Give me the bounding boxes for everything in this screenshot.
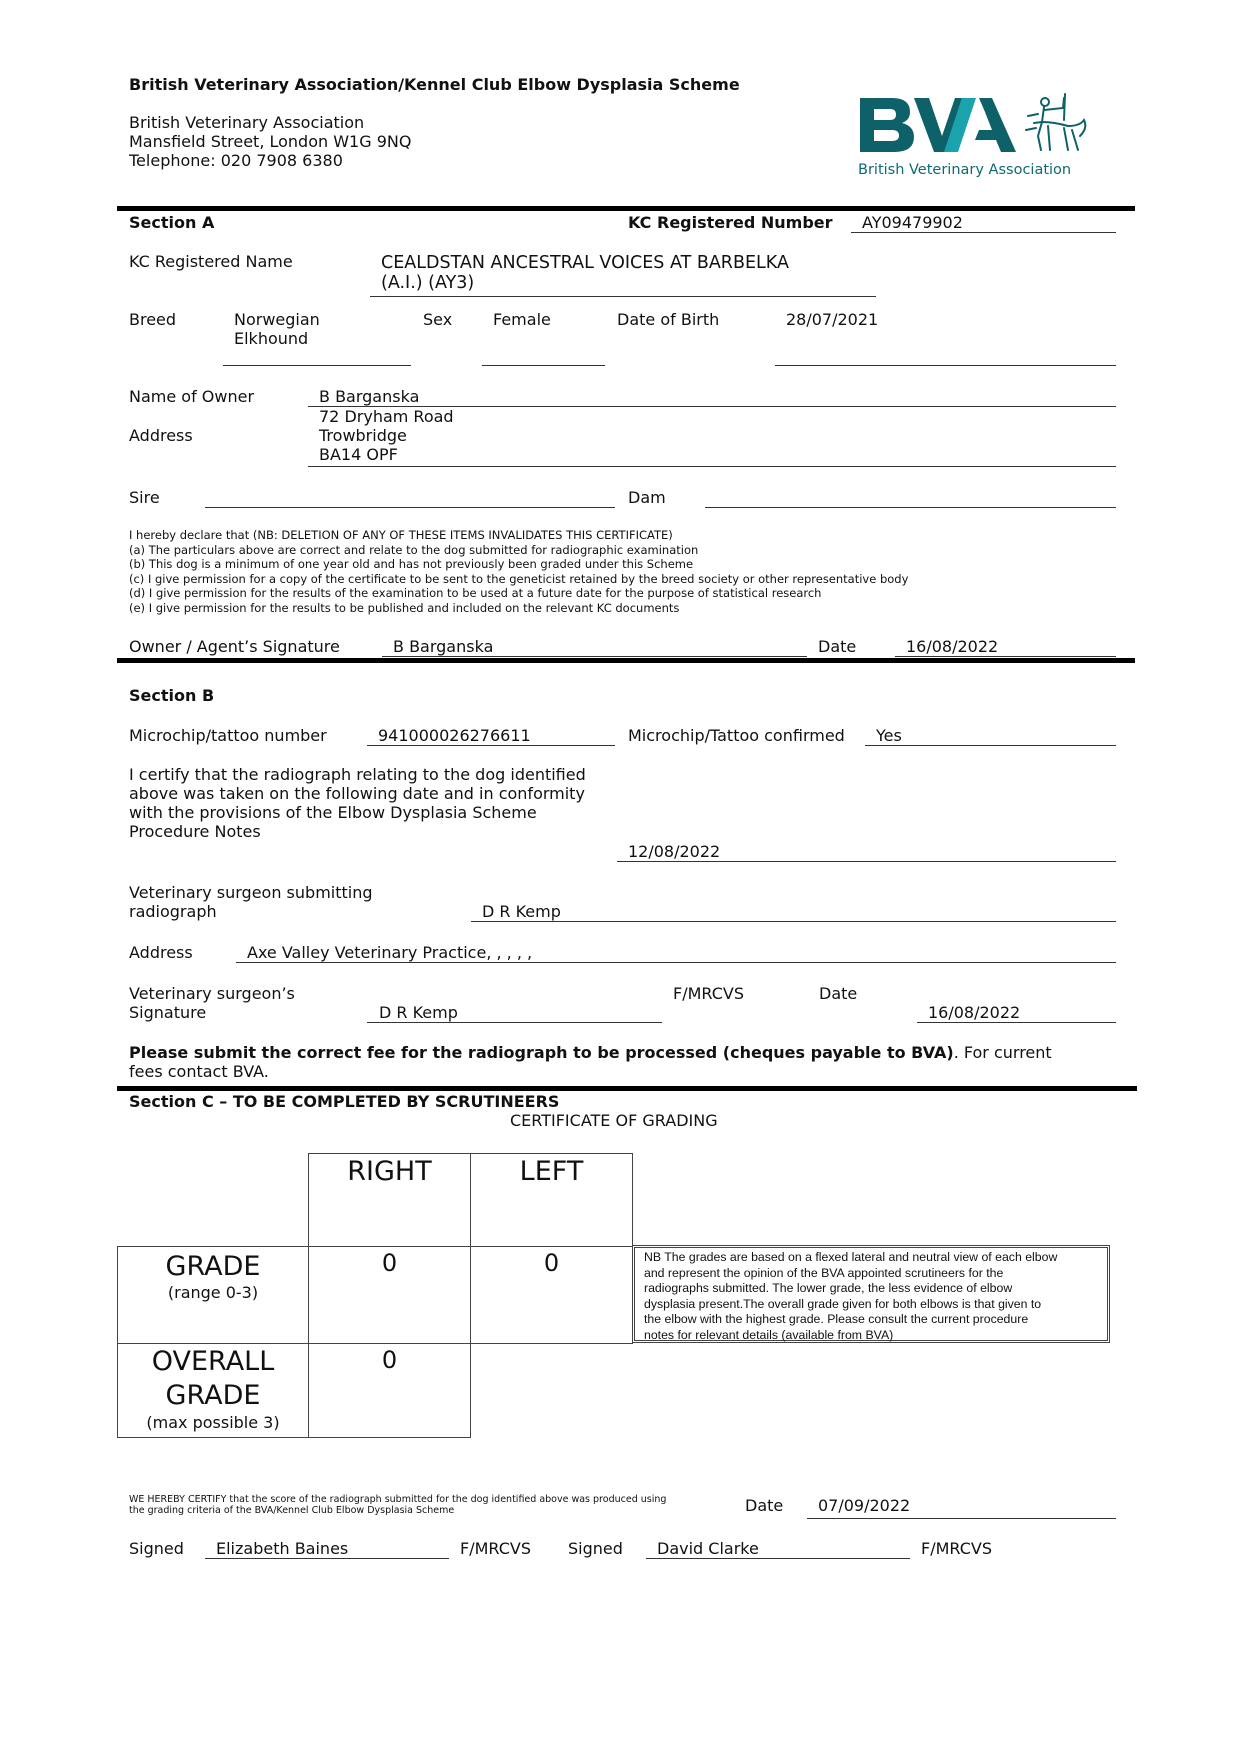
kc-name-label: KC Registered Name [129,252,293,271]
vet-submitting-field[interactable]: D R Kemp [482,902,561,921]
owner-date-label: Date [818,637,857,656]
vet-submitting-label [129,883,373,921]
bva-logo-caption: British Veterinary Association [858,162,1072,178]
owner-signature-label: Owner / Agent’s Signature [129,637,340,656]
certificate-of-grading-heading: CERTIFICATE OF GRADING [510,1111,718,1130]
certify-line: above was taken on the following date and in conformity [129,784,585,803]
nb-line: and represent the opinion of the BVA appointed scrutineers for the [644,1265,1004,1280]
section-b-heading: Section B [129,686,215,705]
section-c-divider [117,1086,1137,1091]
org-name: British Veterinary Association [129,113,365,132]
overall-grade-cell [308,1343,471,1438]
address-line: Trowbridge [319,426,407,445]
overall-grade-value[interactable]: 0 [381,1346,398,1374]
fmrcvs-label-1: F/MRCVS [460,1539,531,1558]
scrutineer-date-label: Date [745,1496,784,1515]
overall-label-line1: OVERALL [151,1346,275,1377]
grade-label: GRADE [165,1251,261,1282]
owner-signature-field[interactable]: B Barganska [393,637,494,656]
breed-line2: Elkhound [234,329,309,348]
vet-submitting-label-line1: Veterinary surgeon submitting [129,883,373,902]
column-header-left [470,1153,633,1247]
nb-line: notes for relevant details (available from BVA) [644,1327,894,1342]
breed-line1: Norwegian [234,310,320,329]
signer-2-underline [646,1558,910,1559]
column-right-label: RIGHT [347,1156,432,1187]
declaration-line: (a) The particulars above are correct and relate to the dog submitted for radiographic examination [129,542,699,557]
overall-row-label [117,1343,309,1438]
column-header-right [308,1153,471,1247]
declaration [129,528,908,615]
grade-row-label [117,1246,309,1344]
scrutineer-date-field[interactable]: 07/09/2022 [818,1496,911,1515]
kc-name-field[interactable] [381,253,789,293]
grading-notes-box [632,1245,1110,1343]
microchip-field[interactable]: 941000026276611 [378,726,531,745]
owner-date-underline [895,656,1116,657]
declaration-line: (e) I give permission for the results to be published and included on the relevant KC documents [129,600,680,615]
breed-underline [223,365,411,366]
fmrcvs-label-2: F/MRCVS [921,1539,992,1558]
owner-date-field[interactable]: 16/08/2022 [906,637,999,656]
address-label: Address [129,426,193,445]
microchip-confirmed-underline [865,745,1116,746]
vet-fmrcvs-label: F/MRCVS [673,984,744,1003]
grade-right-value[interactable]: 0 [381,1249,398,1277]
vet-signature-field[interactable]: D R Kemp [379,1003,458,1022]
vet-signature-label-line1: Veterinary surgeon’s [129,984,295,1003]
kc-name-underline [370,296,876,297]
nb-line: NB The grades are based on a flexed lateral and neutral view of each elbow [644,1250,1058,1264]
certify-text [129,765,586,841]
vet-date-label: Date [819,984,858,1003]
sire-underline [205,507,615,508]
declaration-line: (d) I give permission for the results of the examination to be used at a future date for the purpose of statistical research [129,586,822,600]
grade-left-value[interactable]: 0 [543,1249,560,1277]
vet-submitting-underline [471,921,1116,922]
signed-label-2: Signed [568,1539,623,1558]
declaration-line: (b) This dog is a minimum of one year old and has not previously been graded under this Scheme [129,557,694,571]
vet-address-label: Address [129,943,193,962]
nb-line: the elbow with the highest grade. Please consult the current procedure [644,1312,1029,1326]
sex-field[interactable]: Female [493,310,551,329]
kc-name-line2: (A.I.) (AY3) [381,273,475,293]
microchip-confirmed-label: Microchip/Tattoo confirmed [628,726,845,745]
microchip-underline [367,745,615,746]
section-a-divider [117,206,1135,211]
section-a-heading: Section A [129,213,215,232]
nb-line: radiographs submitted. The lower grade, the less evidence of elbow [644,1281,1013,1295]
bva-logo [858,92,1108,184]
kc-number-label: KC Registered Number [628,213,833,232]
org-phone: Telephone: 020 7908 6380 [129,151,343,170]
signer-2-field[interactable]: David Clarke [657,1539,759,1558]
scrutineer-certify-line2: the grading criteria of the BVA/Kennel Club Elbow Dysplasia Scheme [129,1505,455,1516]
fee-note-rest: . For current [953,1043,1052,1062]
certify-line: Procedure Notes [129,822,261,841]
scrutineer-date-underline [807,1518,1116,1519]
address-field[interactable] [319,407,454,464]
dam-underline [705,507,1116,508]
kc-name-line1: CEALDSTAN ANCESTRAL VOICES AT BARBELKA [381,253,789,273]
fee-note-bold: Please submit the correct fee for the radiograph to be processed (cheques payable to BVA) [129,1043,954,1062]
vet-address-underline [236,962,1116,963]
address-underline [308,466,1116,467]
signer-1-field[interactable]: Elizabeth Baines [216,1539,349,1558]
kc-number-field[interactable]: AY09479902 [862,213,963,232]
grade-left-cell [470,1246,633,1344]
microchip-label: Microchip/tattoo number [129,726,327,745]
declaration-line: (c) I give permission for a copy of the certificate to be sent to the geneticist retained by the breed society or other representative body [129,571,909,586]
signed-label-1: Signed [129,1539,184,1558]
breed-field[interactable] [234,310,320,348]
vet-address-field[interactable]: Axe Valley Veterinary Practice, , , , , [247,943,533,962]
owner-signature-underline [382,656,807,657]
kc-number-underline [851,232,1116,233]
column-left-label: LEFT [519,1156,584,1187]
sex-underline [482,365,605,366]
dob-label: Date of Birth [617,310,720,329]
document-title: British Veterinary Association/Kennel Club Elbow Dysplasia Scheme [129,75,740,94]
org-address: Mansfield Street, London W1G 9NQ [129,132,412,151]
vet-signature-label [129,984,295,1022]
scrutineer-certify-line1: WE HEREBY CERTIFY that the score of the radiograph submitted for the dog identified above was produced using [129,1494,667,1505]
certify-line: with the provisions of the Elbow Dysplasia Scheme [129,803,537,822]
scrutineer-certify-text [129,1494,666,1516]
overall-max: (max possible 3) [146,1413,280,1432]
vet-date-underline [917,1022,1116,1023]
grade-right-cell [308,1246,471,1344]
signer-1-underline [205,1558,449,1559]
dob-field[interactable]: 28/07/2021 [786,310,879,329]
sex-label: Sex [423,310,453,329]
radiograph-date-field[interactable]: 12/08/2022 [628,842,721,861]
owner-label: Name of Owner [129,387,255,406]
vet-signature-label-line2: Signature [129,1003,207,1022]
vet-submitting-label-line2: radiograph [129,902,217,921]
section-c-heading: Section C – TO BE COMPLETED BY SCRUTINEERS [129,1092,560,1111]
fee-note-line2: fees contact BVA. [129,1062,269,1081]
vet-date-field[interactable]: 16/08/2022 [928,1003,1021,1022]
breed-label: Breed [129,310,177,329]
overall-label-line2: GRADE [165,1380,261,1411]
vet-signature-underline [367,1022,662,1023]
dob-underline [775,365,1116,366]
sire-label: Sire [129,488,160,507]
address-line: BA14 OPF [319,445,398,464]
section-b-divider [117,658,1135,663]
microchip-confirmed-field[interactable]: Yes [876,726,902,745]
address-line: 72 Dryham Road [319,407,454,426]
certify-line: I certify that the radiograph relating to the dog identified [129,765,586,784]
owner-field[interactable]: B Barganska [319,387,420,406]
declaration-line: I hereby declare that (NB: DELETION OF ANY OF THESE ITEMS INVALIDATES THIS CERTIFICATE) [129,528,673,542]
grade-range: (range 0-3) [167,1283,259,1302]
dam-label: Dam [628,488,666,507]
fee-note [129,1043,1052,1081]
radiograph-date-underline [617,861,1116,862]
nb-line: dysplasia present.The overall grade given for both elbows is that given to [644,1296,1042,1311]
